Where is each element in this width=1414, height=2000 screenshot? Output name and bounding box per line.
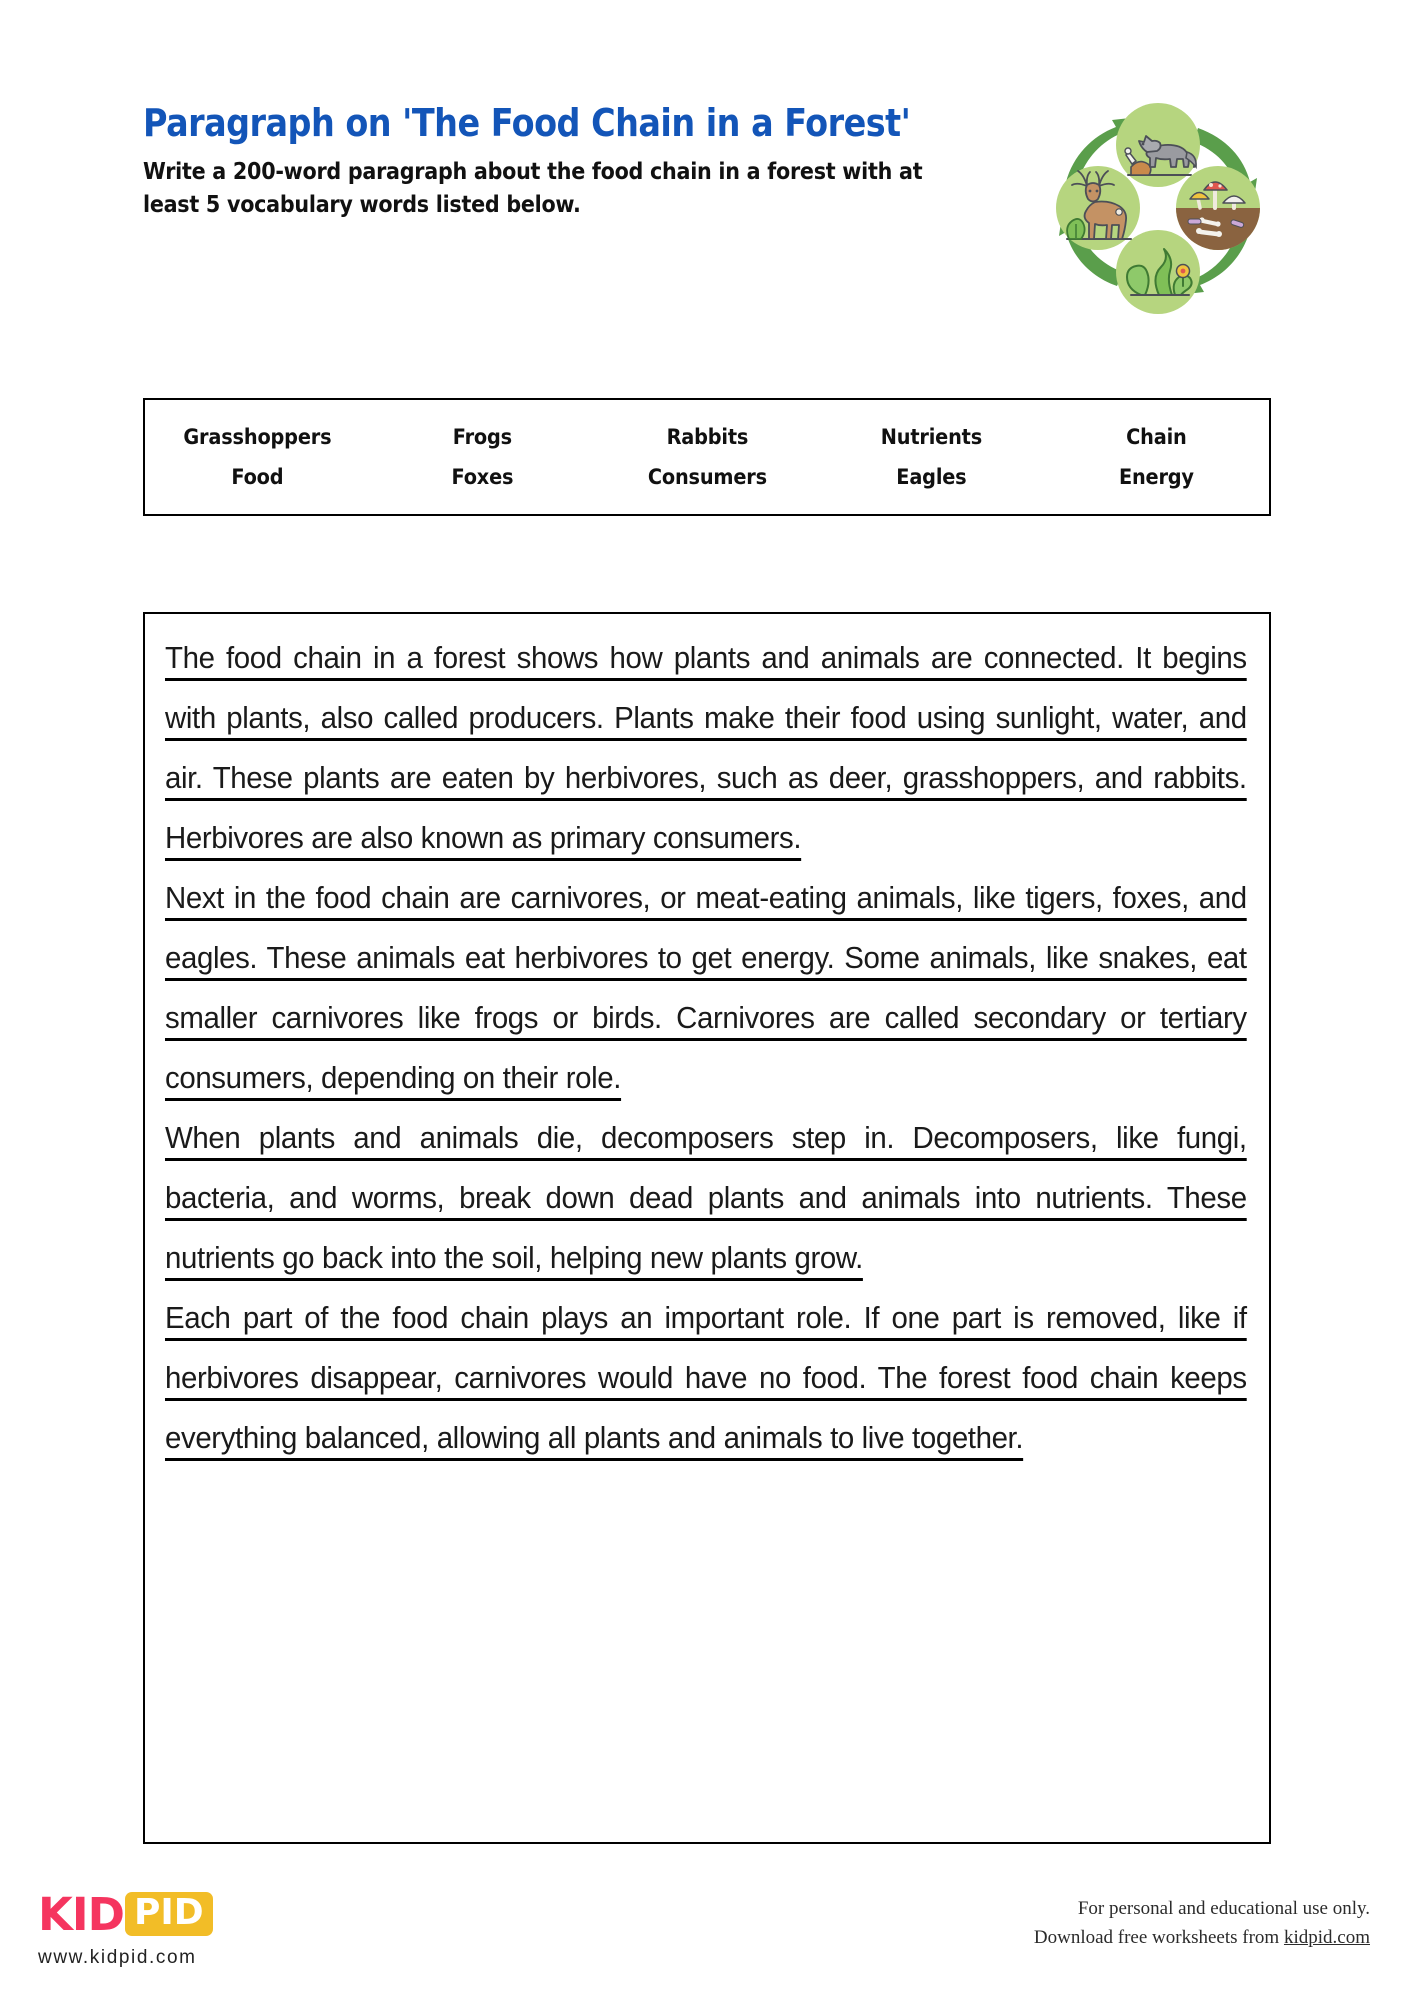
vocab-word: Foxes <box>451 465 514 489</box>
vocabulary-row <box>145 465 1269 489</box>
answer-text-box[interactable] <box>143 612 1271 1844</box>
instruction-text: Write a 200-word paragraph about the food chain in a forest with at least 5 vocabulary words listed below. <box>143 159 923 219</box>
answer-paragraph-text: When plants and animals die, decomposers step in. Decomposers, like fungi, bacteria, and worms, break down dead plants and animals into nutrients. These nutrients go back into the soil, helping new plants grow. <box>165 1121 1247 1275</box>
vocab-word: Frogs <box>452 425 512 449</box>
vocab-word: Food <box>231 465 284 489</box>
answer-paragraph <box>165 868 1247 1108</box>
vocab-word: Eagles <box>896 465 967 489</box>
vocab-word: Grasshoppers <box>183 425 332 449</box>
answer-paragraph-text: The food chain in a forest shows how plants and animals are connected. It begins with plants, also called producers. Plants make their food using sunlight, water, and air. These plants are eaten by herbivores, such as deer, grasshoppers, and rabbits. Herbivores are also known as primary consumers. <box>165 641 1247 855</box>
vocab-word: Energy <box>1119 465 1195 489</box>
cycle-node-producer-plants <box>1116 230 1200 314</box>
worksheet-header <box>143 100 1273 330</box>
vocabulary-box <box>143 398 1271 516</box>
answer-paragraph <box>165 1288 1247 1468</box>
logo-mark <box>38 1888 298 1940</box>
page-footer <box>0 1880 1414 2000</box>
answer-paragraph <box>165 1108 1247 1288</box>
logo-badge <box>125 1892 213 1936</box>
footer-note <box>1034 1894 1370 1953</box>
kidpid-logo[interactable] <box>38 1888 298 1969</box>
footer-note-line-2 <box>1034 1923 1370 1952</box>
vocab-word: Chain <box>1126 425 1187 449</box>
cycle-node-decomposer-fungi <box>1176 166 1260 250</box>
logo-text-pid: PID <box>133 1892 204 1933</box>
page-title: Paragraph on 'The Food Chain in a Forest' <box>143 101 911 145</box>
cycle-node-carnivore-wolf <box>1116 103 1200 187</box>
answer-paragraph-text: Each part of the food chain plays an important role. If one part is removed, like if herbivores disappear, carnivores would have no food. The forest food chain keeps everything balanced, allowing all plants and animals to live together. <box>165 1301 1247 1455</box>
header-text-block <box>143 100 983 222</box>
vocabulary-row <box>145 425 1269 449</box>
food-chain-cycle-diagram <box>1043 90 1273 320</box>
vocab-word: Consumers <box>647 465 767 489</box>
kidpid-link[interactable]: kidpid.com <box>1283 1927 1370 1949</box>
cycle-node-herbivore-deer <box>1056 166 1140 250</box>
logo-text-kid: KID <box>38 1887 124 1941</box>
answer-paragraph <box>165 628 1247 868</box>
brand-url-text: www.kidpid.com <box>38 1947 197 1968</box>
answer-paragraph-text: Next in the food chain are carnivores, or meat-eating animals, like tigers, foxes, and eagles. These animals eat herbivores to get energy. Some animals, like snakes, eat smaller carnivores like frogs or birds. Carnivores are called secondary or tertiary consumers, depending on their role. <box>165 881 1247 1095</box>
footer-note-prefix: Download free worksheets from <box>1033 1927 1284 1949</box>
footer-note-line-1: For personal and educational use only. <box>1077 1898 1370 1919</box>
vocab-word: Nutrients <box>881 425 983 449</box>
vocab-word: Rabbits <box>666 425 748 449</box>
